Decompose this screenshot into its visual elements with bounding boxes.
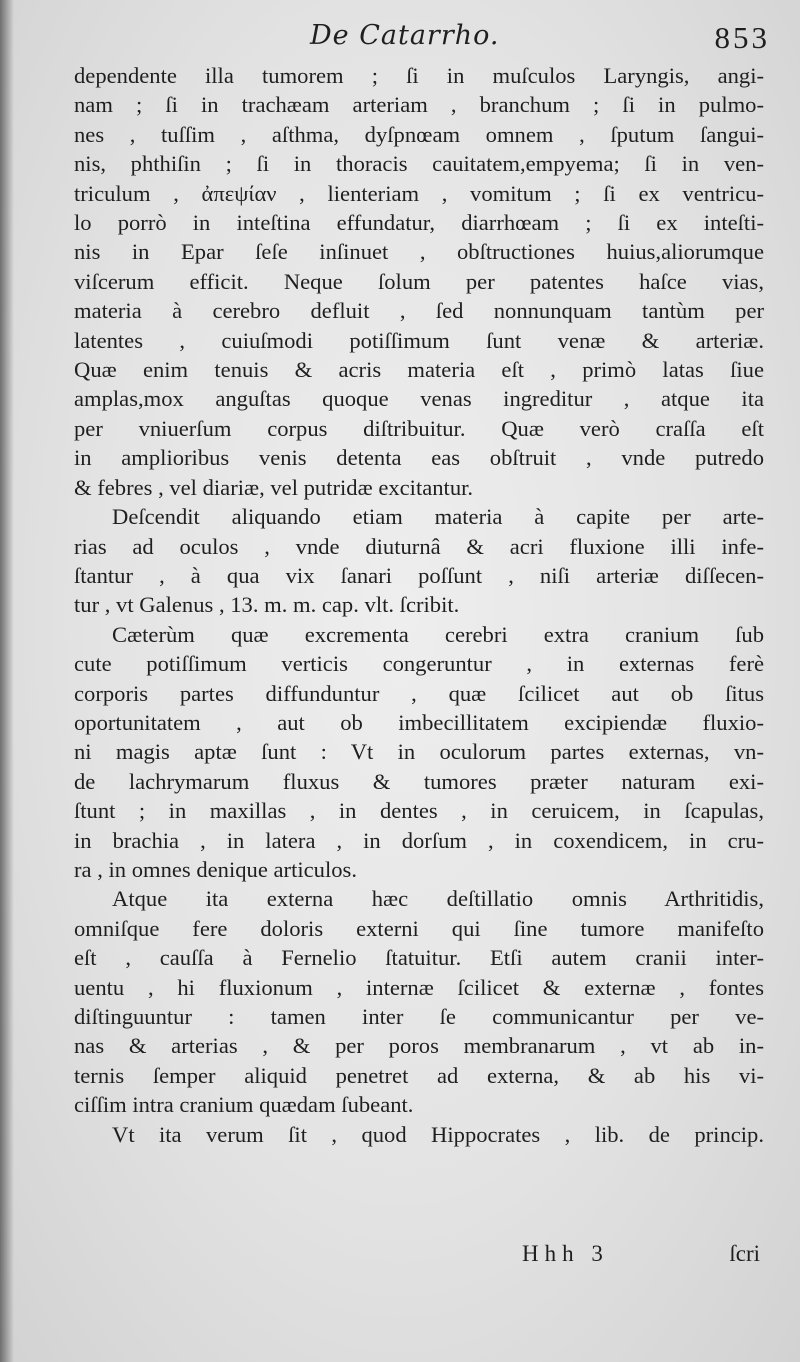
text-line: ſtunt ; in maxillas , in dentes , in ceruicem, in ſcapulas, xyxy=(74,798,764,824)
text-line: nis in Epar ſeſe inſinuet , obſtructiones huius,aliorumque xyxy=(74,239,764,265)
text-line: & febres , vel diariæ, vel putridæ excitantur. xyxy=(74,474,474,500)
text-line: Atque ita externa hæc deſtillatio omnis Arthritidis, xyxy=(112,886,764,912)
text-line: tur , vt Galenus , 13. m. m. cap. vlt. ſcribit. xyxy=(74,592,460,618)
text-line: ſtantur , à qua vix ſanari poſſunt , niſi arteriæ diſſecen- xyxy=(74,562,764,588)
text-line: per vniuerſum corpus diſtribuitur. Quæ verò craſſa eſt xyxy=(74,415,764,441)
text-line: nam ; ſi in trachæam arteriam , branchum ; ſi in pulmo- xyxy=(74,92,764,118)
text-line: amplas,mox anguſtas quoque venas ingreditur , atque ita xyxy=(74,386,764,412)
page-number: 853 xyxy=(714,20,770,55)
text-line: Quæ enim tenuis & acris materia eſt , primò latas ſiue xyxy=(74,357,764,383)
binding-shadow xyxy=(0,0,14,1362)
text-line: nis, phthiſin ; ſi in thoracis cauitatem,empyema; ſi in ven- xyxy=(74,151,764,177)
text-line: Deſcendit aliquando etiam materia à capite per arte- xyxy=(112,504,764,530)
text-line: Vt ita verum ſit , quod Hippocrates , lib. de princip. xyxy=(112,1121,764,1147)
page-footer xyxy=(74,1241,760,1275)
text-line: in amplioribus venis detenta eas obſtruit , vnde putredo xyxy=(74,445,764,471)
text-line: ra , in omnes denique articulos. xyxy=(74,856,357,882)
body-text xyxy=(74,61,764,1149)
text-line: rias ad oculos , vnde diuturnâ & acri fluxione illi infe- xyxy=(74,533,764,559)
text-line: nes , tuſſim , aſthma, dyſpnœam omnem , ſputum ſangui- xyxy=(74,121,764,147)
text-line: ciſſim intra cranium quædam ſubeant. xyxy=(74,1092,414,1118)
running-title: De Catarrho. xyxy=(310,20,500,51)
text-line: latentes , cuiuſmodi potiſſimum ſunt venæ & arteriæ. xyxy=(74,327,764,353)
signature-mark: Hhh 3 xyxy=(522,1241,609,1266)
text-line: oportunitatem , aut ob imbecillitatem excipiendæ fluxio- xyxy=(74,709,764,735)
text-line: Cæterùm quæ excrementa cerebri extra cranium ſub xyxy=(112,621,764,647)
text-line: materia à cerebro defluit , ſed nonnunquam tantùm per xyxy=(74,298,764,324)
text-line: uentu , hi fluxionum , internæ ſcilicet & externæ , fontes xyxy=(74,974,764,1000)
text-line: diſtinguuntur : tamen inter ſe communicantur per ve- xyxy=(74,1004,764,1029)
text-line: lo porrò in inteſtina effundatur, diarrhœam ; ſi ex inteſti- xyxy=(74,210,764,236)
text-line: eſt , cauſſa à Fernelio ſtatuitur. Etſi autem cranii inter- xyxy=(74,945,764,971)
text-line: de lachrymarum fluxus & tumores præter naturam exi- xyxy=(74,768,764,794)
text-line: viſcerum efficit. Neque ſolum per patentes haſce vias, xyxy=(74,268,764,294)
text-line: omniſque fere doloris externi qui ſine tumore manifeſto xyxy=(74,915,764,941)
text-line: nas & arterias , & per poros membranarum , vt ab in- xyxy=(74,1033,764,1059)
text-line: ternis ſemper aliquid penetret ad externa, & ab his vi- xyxy=(74,1062,764,1088)
running-head xyxy=(74,20,782,56)
text-line: corporis partes diffunduntur , quæ ſcilicet aut ob ſitus xyxy=(74,680,764,706)
text-line: cute potiſſimum verticis congeruntur , in externas ferè xyxy=(74,651,764,677)
text-line: in brachia , in latera , in dorſum , in coxendicem, in cru- xyxy=(74,827,764,853)
catchword: ſcri xyxy=(729,1241,760,1266)
text-line: triculum , ἀπεψίαν , lienteriam , vomitum ; ſi ex ventricu- xyxy=(74,180,764,206)
text-line: dependente illa tumorem ; ſi in muſculos Laryngis, angi- xyxy=(74,63,764,88)
text-line: ni magis aptæ ſunt : Vt in oculorum partes externas, vn- xyxy=(74,739,764,765)
